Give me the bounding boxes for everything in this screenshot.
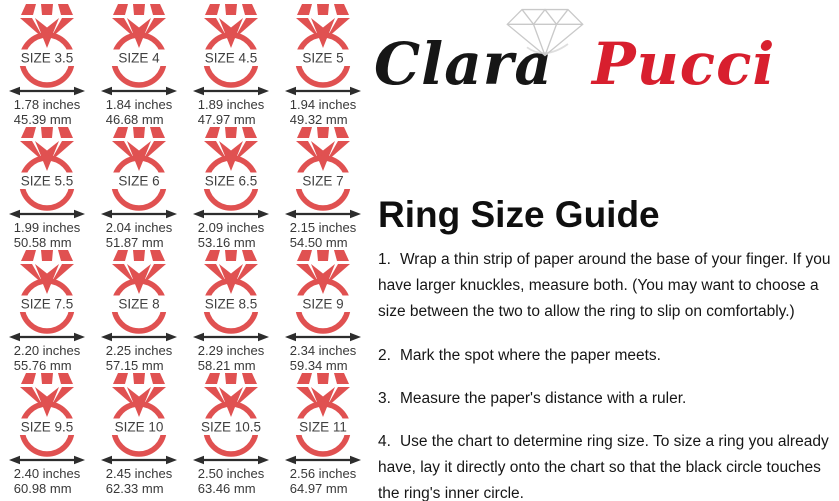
measurement-mm: 45.39 mm [13, 112, 72, 128]
measurement-block [290, 466, 357, 496]
measurement-mm: 51.87 mm [105, 235, 164, 251]
size-label: SIZE 9 [302, 296, 344, 312]
double-arrow-icon [101, 333, 177, 341]
ring-icon [185, 373, 277, 466]
measurement-block [290, 220, 357, 250]
size-label: SIZE 10.5 [200, 419, 262, 435]
measurement-mm: 53.16 mm [197, 235, 256, 251]
ring-cell [185, 250, 277, 373]
measurement-block [14, 343, 81, 373]
ring-measurements [277, 220, 369, 250]
size-label: SIZE 7 [302, 173, 344, 189]
measurement-inches: 1.78 inches [13, 97, 81, 112]
measurement-inches: 2.04 inches [105, 220, 173, 235]
ring-cell [185, 4, 277, 127]
instructions-list [378, 247, 839, 501]
ring-measurements [93, 466, 185, 496]
measurement-mm: 58.21 mm [197, 358, 256, 374]
ring-cell [1, 373, 93, 496]
measurement-inches: 2.40 inches [13, 466, 81, 481]
ring-icon [1, 4, 93, 97]
measurement-mm: 59.34 mm [289, 358, 348, 374]
measurement-block [14, 97, 81, 127]
instruction-number: 2. [378, 346, 391, 364]
double-arrow-icon [101, 456, 177, 464]
size-label: SIZE 4 [118, 50, 160, 66]
ring-measurements [93, 343, 185, 373]
size-label: SIZE 4.5 [204, 50, 258, 66]
measurement-mm: 64.97 mm [289, 481, 348, 497]
ring-icon [1, 373, 93, 466]
double-arrow-icon [101, 87, 177, 95]
ring-icon [93, 127, 185, 220]
measurement-mm: 46.68 mm [105, 112, 164, 128]
ring-icon [185, 4, 277, 97]
measurement-inches: 2.29 inches [197, 343, 265, 358]
ring-cell [93, 4, 185, 127]
ring-measurements [185, 466, 277, 496]
ring-icon [93, 250, 185, 343]
brand-name-clara: Clara [374, 30, 553, 98]
double-arrow-icon [101, 210, 177, 218]
double-arrow-icon [9, 456, 85, 464]
ring-cell [93, 250, 185, 373]
ring-measurements [1, 97, 93, 127]
measurement-block [14, 220, 81, 250]
double-arrow-icon [9, 333, 85, 341]
instruction-number: 3. [378, 389, 391, 407]
measurement-inches: 2.50 inches [197, 466, 265, 481]
ring-measurements [93, 220, 185, 250]
ring-measurements [93, 97, 185, 127]
instruction-text: Use the chart to determine ring size. To size a ring you already have, lay it directly onto the chart so that the black circle touches the ring's inner circle. [378, 432, 829, 501]
ring-icon [1, 250, 93, 343]
measurement-block [198, 97, 265, 127]
measurement-block [14, 466, 81, 496]
double-arrow-icon [9, 87, 85, 95]
double-arrow-icon [285, 333, 361, 341]
size-label: SIZE 9.5 [20, 419, 74, 435]
size-label: SIZE 5.5 [20, 173, 74, 189]
double-arrow-icon [193, 333, 269, 341]
brand-logo [374, 4, 839, 112]
instruction-item [378, 386, 839, 412]
ring-size-grid [1, 4, 369, 496]
measurement-mm: 55.76 mm [13, 358, 72, 374]
size-label: SIZE 3.5 [20, 50, 74, 66]
measurement-block [106, 97, 173, 127]
measurement-inches: 1.99 inches [13, 220, 81, 235]
ring-measurements [1, 220, 93, 250]
size-label: SIZE 6 [118, 173, 160, 189]
ring-icon [277, 4, 369, 97]
measurement-block [198, 343, 265, 373]
size-label: SIZE 11 [299, 419, 347, 435]
measurement-inches: 2.20 inches [13, 343, 81, 358]
ring-measurements [185, 97, 277, 127]
measurement-block [290, 97, 357, 127]
measurement-mm: 60.98 mm [13, 481, 72, 497]
ring-measurements [185, 220, 277, 250]
ring-measurements [185, 343, 277, 373]
measurement-mm: 47.97 mm [197, 112, 256, 128]
measurement-block [290, 343, 357, 373]
size-label: SIZE 7.5 [20, 296, 74, 312]
measurement-inches: 2.34 inches [289, 343, 357, 358]
measurement-inches: 1.94 inches [289, 97, 357, 112]
measurement-mm: 57.15 mm [105, 358, 164, 374]
double-arrow-icon [285, 456, 361, 464]
measurement-inches: 2.25 inches [105, 343, 173, 358]
measurement-mm: 62.33 mm [105, 481, 164, 497]
measurement-block [106, 466, 173, 496]
instruction-number: 1. [378, 251, 391, 268]
instruction-text: Wrap a thin strip of paper around the base of your finger. If you have larger knuckles, measure both. (You may want to choose a size between the two to allow the ring to slip on comfortably.) [378, 251, 831, 321]
measurement-inches: 2.15 inches [289, 220, 357, 235]
ring-cell [1, 4, 93, 127]
double-arrow-icon [193, 210, 269, 218]
instruction-item [378, 429, 839, 501]
ring-icon [93, 4, 185, 97]
measurement-inches: 2.09 inches [197, 220, 265, 235]
ring-icon [185, 127, 277, 220]
ring-cell [1, 127, 93, 250]
ring-icon [1, 127, 93, 220]
measurement-mm: 54.50 mm [289, 235, 348, 251]
ring-icon [185, 250, 277, 343]
ring-cell [185, 373, 277, 496]
ring-cell [277, 4, 369, 127]
measurement-block [106, 220, 173, 250]
size-label: SIZE 10 [114, 419, 164, 435]
instruction-item [378, 247, 839, 326]
double-arrow-icon [193, 87, 269, 95]
measurement-mm: 63.46 mm [197, 481, 256, 497]
ring-icon [277, 373, 369, 466]
instruction-text: Measure the paper's distance with a ruler. [399, 389, 687, 407]
ring-cell [93, 127, 185, 250]
double-arrow-icon [285, 87, 361, 95]
measurement-inches: 1.84 inches [105, 97, 173, 112]
ring-cell [185, 127, 277, 250]
ring-cell [277, 373, 369, 496]
measurement-block [198, 466, 265, 496]
measurement-inches: 2.45 inches [105, 466, 173, 481]
size-label: SIZE 5 [302, 50, 344, 66]
measurement-inches: 1.89 inches [197, 97, 265, 112]
measurement-mm: 50.58 mm [13, 235, 72, 251]
ring-cell [93, 373, 185, 496]
ring-icon [93, 373, 185, 466]
size-label: SIZE 8 [118, 296, 160, 312]
double-arrow-icon [193, 456, 269, 464]
ring-measurements [277, 97, 369, 127]
instruction-text: Mark the spot where the paper meets. [399, 346, 661, 364]
diamond-outline-icon [504, 4, 586, 66]
ring-icon [277, 250, 369, 343]
size-label: SIZE 6.5 [204, 173, 258, 189]
ring-measurements [1, 466, 93, 496]
double-arrow-icon [9, 210, 85, 218]
measurement-mm: 49.32 mm [289, 112, 348, 128]
ring-cell [277, 127, 369, 250]
ring-cell [277, 250, 369, 373]
measurement-block [198, 220, 265, 250]
ring-icon [277, 127, 369, 220]
page-title: Ring Size Guide [378, 194, 660, 235]
ring-measurements [277, 343, 369, 373]
measurement-block [106, 343, 173, 373]
instruction-item [378, 343, 839, 369]
brand-name-pucci: Pucci [592, 30, 776, 98]
ring-cell [1, 250, 93, 373]
double-arrow-icon [285, 210, 361, 218]
instruction-number: 4. [378, 432, 391, 450]
ring-measurements [1, 343, 93, 373]
measurement-inches: 2.56 inches [289, 466, 357, 481]
ring-measurements [277, 466, 369, 496]
size-label: SIZE 8.5 [204, 296, 258, 312]
